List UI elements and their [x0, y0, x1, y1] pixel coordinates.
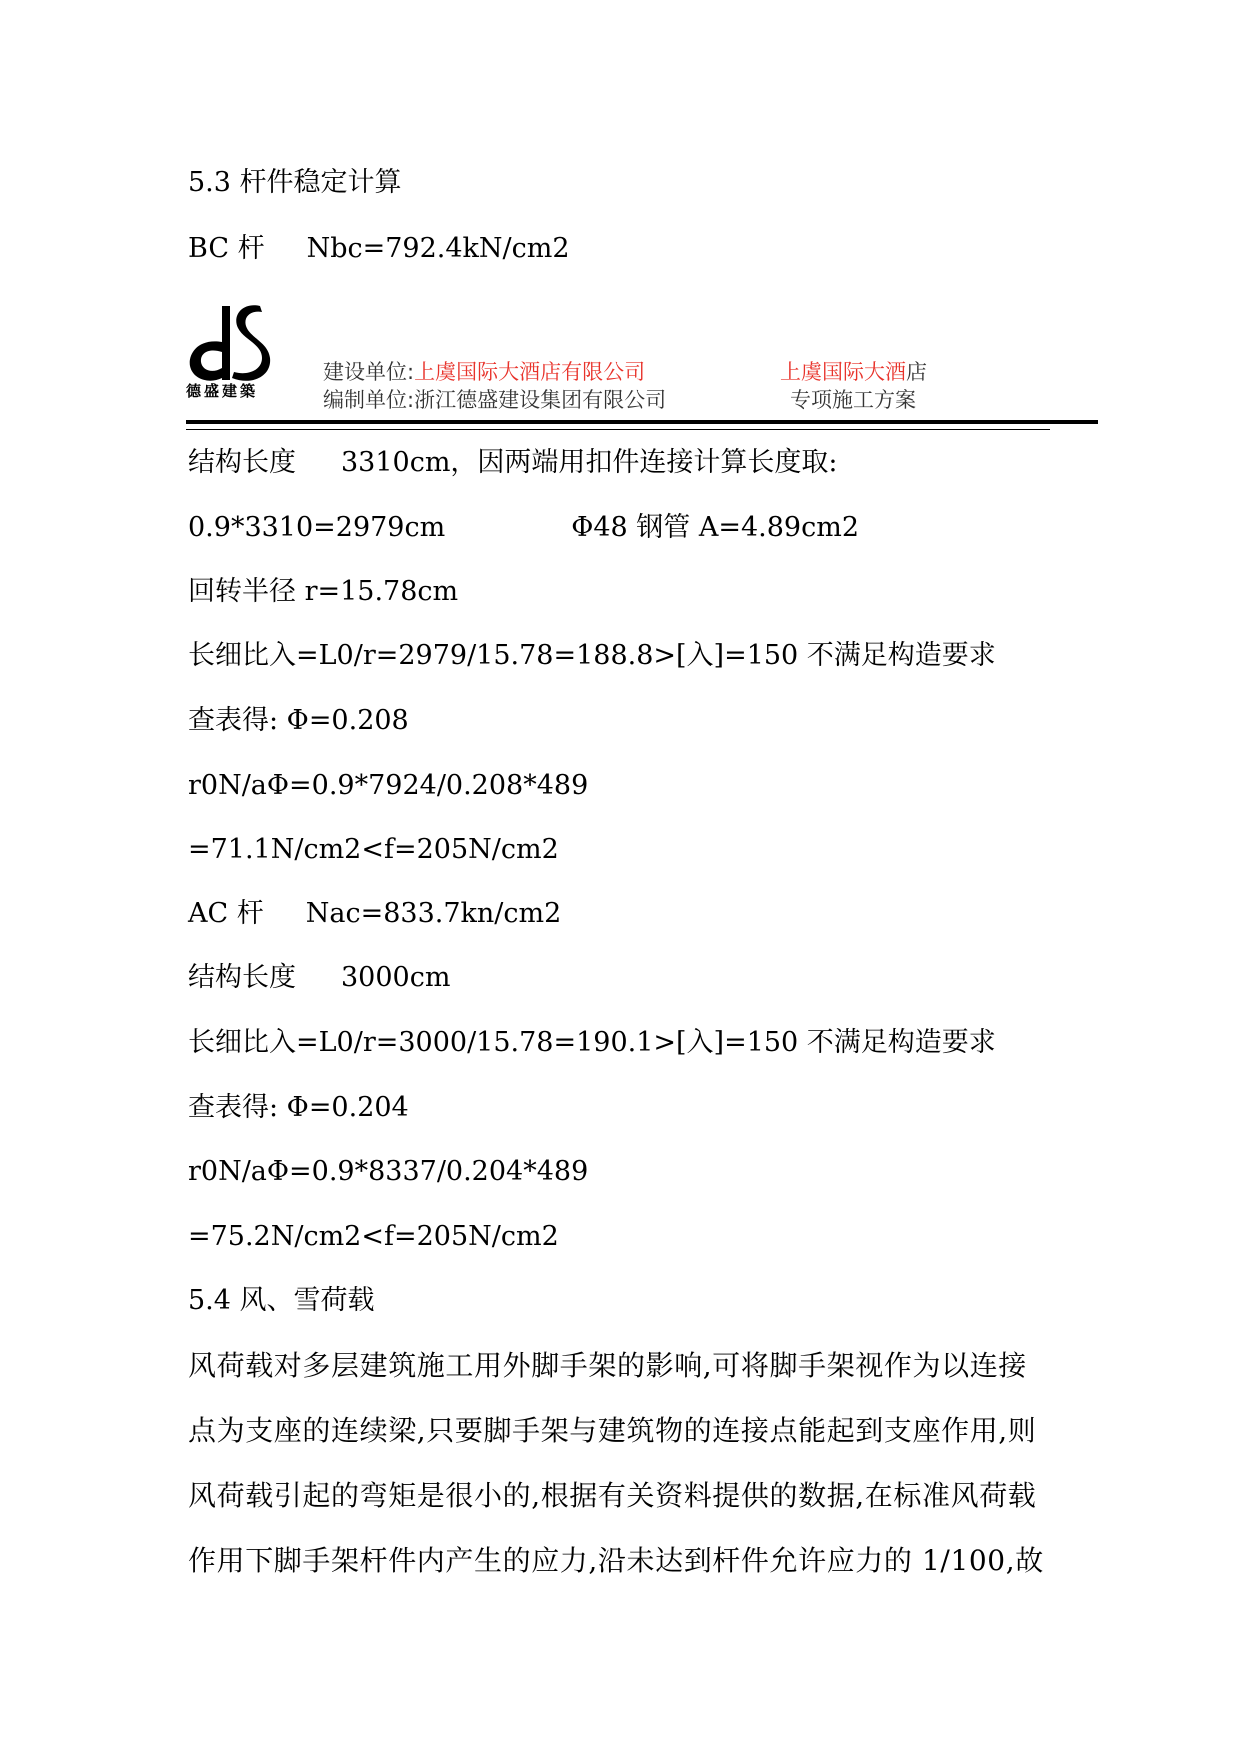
- ac-member-line: [188, 896, 561, 932]
- paragraph-line-1: 风荷载对多层建筑施工用外脚手架的影响,可将脚手架视作为以连接: [188, 1349, 1027, 1382]
- slenderness-ac: 长细比入=L0/r=3000/15.78=190.1>[入]=150 不满足构造要求: [188, 1027, 996, 1058]
- bc-label: BC 杆: [188, 233, 265, 264]
- project-name-black: 店: [906, 360, 927, 384]
- project-name-red: 上虞国际大酒: [780, 360, 906, 384]
- calc-length: 0.9*3310=2979cm: [188, 512, 446, 543]
- builder-value: 上虞国际大酒店有限公司: [414, 360, 646, 384]
- struct-length-bc-value: 3310cm，因两端用扣件连接计算长度取:: [341, 447, 838, 478]
- bc-value: Nbc=792.4kN/cm2: [306, 233, 570, 264]
- paragraph-line-3: 风荷载引起的弯矩是很小的,根据有关资料提供的数据,在标准风荷载: [188, 1479, 1037, 1512]
- struct-length-ac-value: 3000cm: [341, 962, 451, 993]
- company-logo: [186, 298, 278, 400]
- builder-line: [323, 358, 645, 386]
- bc-member-line: [188, 231, 570, 267]
- lookup-phi-ac: 查表得: Φ=0.204: [188, 1092, 409, 1123]
- struct-length-label: 结构长度: [188, 447, 296, 478]
- calc-length-line: [188, 510, 859, 546]
- header-rule-thin: [186, 429, 1050, 430]
- compiler-line: [323, 386, 666, 414]
- section-5-3-title: 5.3 杆件稳定计算: [188, 167, 402, 198]
- struct-length-ac-label: 结构长度: [188, 962, 296, 993]
- struct-length-bc: [188, 445, 838, 481]
- header-rule-thick: [186, 420, 1098, 424]
- stress-result-ac: =75.2N/cm2<f=205N/cm2: [188, 1221, 559, 1252]
- paragraph-line-2: 点为支座的连续梁,只要脚手架与建筑物的连接点能起到支座作用,则: [188, 1414, 1037, 1447]
- stress-result-bc: =71.1N/cm2<f=205N/cm2: [188, 834, 559, 865]
- pipe-area: Φ48 钢管 A=4.89cm2: [571, 512, 860, 543]
- project-name: [780, 358, 927, 386]
- stress-formula-bc: r0N/aΦ=0.9*7924/0.208*489: [188, 770, 589, 801]
- lookup-phi-bc: 查表得: Φ=0.208: [188, 705, 409, 736]
- compiler-label: 编制单位:: [323, 388, 415, 412]
- section-5-4-title: 5.4 风、雪荷载: [188, 1285, 375, 1316]
- document-type: 专项施工方案: [790, 388, 916, 412]
- radius-gyration: 回转半径 r=15.78cm: [188, 576, 459, 607]
- stress-formula-ac: r0N/aΦ=0.9*8337/0.204*489: [188, 1156, 589, 1187]
- builder-label: 建设单位:: [323, 360, 415, 384]
- ac-label: AC 杆: [188, 898, 264, 929]
- paragraph-line-4: 作用下脚手架杆件内产生的应力,沿未达到杆件允许应力的 1/100,故: [188, 1544, 1044, 1577]
- slenderness-bc: 长细比入=L0/r=2979/15.78=188.8>[入]=150 不满足构造要求: [188, 640, 996, 671]
- compiler-value: 浙江德盛建设集团有限公司: [414, 388, 667, 412]
- logo-text: 德盛建築: [186, 382, 259, 400]
- ac-value: Nac=833.7kn/cm2: [305, 898, 562, 929]
- struct-length-ac: [188, 960, 450, 996]
